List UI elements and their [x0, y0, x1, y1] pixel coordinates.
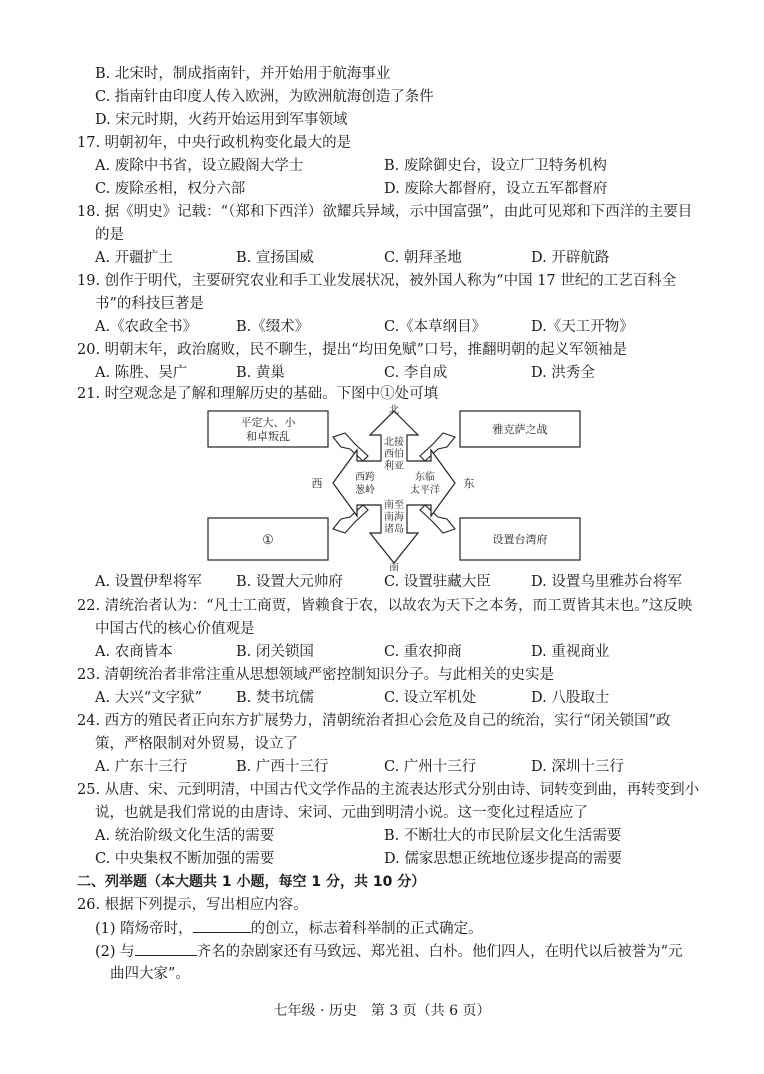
q22-option-a: A. 农商皆本	[95, 644, 173, 660]
q26-item-2-prefix: (2) 与	[95, 944, 135, 960]
q26-item-2	[95, 941, 683, 962]
arrow-south-line2: 南海	[384, 512, 404, 523]
arrow-west-line2: 葱岭	[355, 485, 375, 496]
arrow-north-line3: 利亚	[384, 461, 404, 472]
q25-option-c: C. 中央集权不断加强的需要	[95, 851, 275, 867]
q21-option-a: A. 设置伊犁将军	[95, 574, 202, 590]
q18-stem-line2: 的是	[95, 227, 124, 243]
arrow-north-line2: 西伯	[384, 449, 404, 460]
q23-option-c: C. 设立军机处	[384, 690, 477, 706]
q19-option-a: A.《农政全书》	[95, 319, 198, 335]
q16-option-d: D. 宋元时期，火药开始运用到军事领域	[95, 112, 348, 128]
q24-stem-line2: 策，严格限制对外贸易，设立了	[95, 736, 298, 752]
direction-south: 南	[389, 563, 399, 571]
section-2-heading: 二、列举题（本大题共 1 小题，每空 1 分，共 10 分）	[77, 874, 426, 890]
q19-option-c: C.《本草纲目》	[384, 319, 487, 335]
arrow-east-line2: 太平洋	[410, 485, 440, 496]
q25-option-a: A. 统治阶级文化生活的需要	[95, 828, 275, 844]
q21-stem: 21. 时空观念是了解和理解历史的基础。下图中①处可填	[77, 386, 439, 402]
q24-option-a: A. 广东十三行	[95, 759, 188, 775]
direction-west: 西	[311, 477, 323, 490]
q17-option-c: C. 废除丞相，权分六部	[95, 181, 246, 197]
q19-stem-line1: 19. 创作于明代，主要研究农业和手工业发展状况，被外国人称为“中国 17 世纪的工艺百科全	[77, 273, 677, 289]
q21-option-c: C. 设置驻藏大臣	[384, 574, 491, 590]
box-top-right-text: 雅克萨之战	[492, 423, 548, 436]
q24-option-b: B. 广西十三行	[236, 759, 329, 775]
box-bottom-right-text: 设置台湾府	[492, 533, 548, 546]
q26-item-2-suffix: 齐名的杂剧家还有马致远、郑光祖、白朴。他们四人，在明代以后被誉为“元	[196, 944, 683, 960]
q22-option-b: B. 闭关锁国	[236, 644, 314, 660]
q16-option-c: C. 指南针由印度人传入欧洲，为欧洲航海创造了条件	[95, 89, 434, 105]
box-top-left-line1: 平定大、小	[240, 416, 296, 429]
q25-stem-line1: 25. 从唐、宋、元到明清，中国古代文学作品的主流表达形式分别由诗、词转变到曲，再转变到小	[77, 782, 700, 798]
q26-blank-1[interactable]	[193, 918, 251, 933]
direction-north: 北	[389, 405, 399, 416]
q26-blank-2[interactable]	[135, 941, 197, 956]
q22-stem-line1: 22. 清统治者认为：“凡士工商贾，皆赖食于农，以故农为天下之本务，而工贾皆其末也。”这反映	[77, 598, 693, 614]
q17-option-a: A. 废除中书省，设立殿阁大学士	[95, 158, 304, 174]
q23-option-d: D. 八股取士	[531, 690, 610, 706]
arrow-north-line1: 北接	[384, 437, 404, 448]
q23-stem: 23. 清朝统治者非常注重从思想领域严密控制知识分子。与此相关的史实是	[77, 667, 555, 683]
q19-option-b: B.《缀术》	[236, 319, 310, 335]
q17-option-d: D. 废除大都督府，设立五军都督府	[384, 181, 608, 197]
box-bottom-left-marker: ①	[262, 533, 274, 548]
q26-item-2-line2: 曲四大家”。	[110, 966, 190, 982]
q20-option-c: C. 李自成	[384, 365, 448, 381]
arrow-south-line1: 南至	[384, 500, 404, 511]
arrow-to-bottom-left	[333, 505, 368, 533]
q24-option-c: C. 广州十三行	[384, 759, 477, 775]
q25-option-b: B. 不断壮大的市民阶层文化生活需要	[384, 828, 622, 844]
q17-option-b: B. 废除御史台，设立厂卫特务机构	[384, 158, 607, 174]
arrow-to-top-right	[420, 433, 455, 461]
arrow-to-bottom-right	[420, 505, 455, 533]
q26-item-1-suffix: 的创立，标志着科举制的正式确定。	[250, 921, 483, 937]
q18-option-c: C. 朝拜圣地	[384, 250, 462, 266]
q18-stem-line1: 18. 据《明史》记载：“（郑和下西洋）欲耀兵异域，示中国富强”，由此可见郑和下西洋的主要目	[77, 204, 693, 220]
arrow-to-top-left	[333, 433, 368, 461]
q26-stem: 26. 根据下列提示，写出相应内容。	[77, 897, 308, 913]
q20-stem: 20. 明朝末年，政治腐败，民不聊生，提出“均田免赋”口号，推翻明朝的起义军领袖是	[77, 342, 627, 358]
direction-east: 东	[463, 477, 475, 490]
q19-stem-line2: 书”的科技巨著是	[95, 296, 204, 312]
q22-option-d: D. 重视商业	[531, 644, 610, 660]
q22-option-c: C. 重农抑商	[384, 644, 462, 660]
q18-option-d: D. 开辟航路	[531, 250, 610, 266]
q20-option-a: A. 陈胜、吴广	[95, 365, 188, 381]
q16-option-b: B. 北宋时，制成指南针，并开始用于航海事业	[95, 66, 391, 82]
q19-option-d: D.《天工开物》	[531, 319, 634, 335]
q22-stem-line2: 中国古代的核心价值观是	[95, 621, 255, 637]
q26-item-1-prefix: (1) 隋炀帝时，	[95, 921, 193, 937]
q26-item-1	[95, 918, 483, 939]
q25-stem-line2: 说，也就是我们常说的由唐诗、宋词、元曲到明清小说。这一变化过程适应了	[95, 805, 588, 821]
q21-option-d: D. 设置乌里雅苏台将军	[531, 574, 682, 590]
arrow-west-line1: 西跨	[355, 472, 375, 483]
page-footer: 七年级 · 历史 第 3 页（共 6 页）	[273, 1003, 491, 1019]
q24-stem-line1: 24. 西方的殖民者正向东方扩展势力，清朝统治者担心会危及自己的统治，实行“闭关锁国”政	[77, 713, 671, 729]
q21-option-b: B. 设置大元帅府	[236, 574, 343, 590]
q17-stem: 17. 明朝初年，中央行政机构变化最大的是	[77, 135, 352, 151]
arrow-south-line3: 诸岛	[384, 524, 404, 535]
q20-option-b: B. 黄巢	[236, 365, 285, 381]
box-top-left-line2: 和卓叛乱	[246, 430, 290, 443]
arrow-east-line1: 东临	[415, 472, 435, 483]
q18-option-a: A. 开疆扩土	[95, 250, 173, 266]
q20-option-d: D. 洪秀全	[531, 365, 595, 381]
q23-option-b: B. 焚书坑儒	[236, 690, 314, 706]
q25-option-d: D. 儒家思想正统地位逐步提高的需要	[384, 851, 622, 867]
q24-option-d: D. 深圳十三行	[531, 759, 624, 775]
territory-diagram	[205, 403, 685, 571]
q23-option-a: A. 大兴“文字狱”	[95, 690, 203, 706]
q18-option-b: B. 宣扬国威	[236, 250, 314, 266]
territory-diagram-svg	[205, 403, 685, 571]
